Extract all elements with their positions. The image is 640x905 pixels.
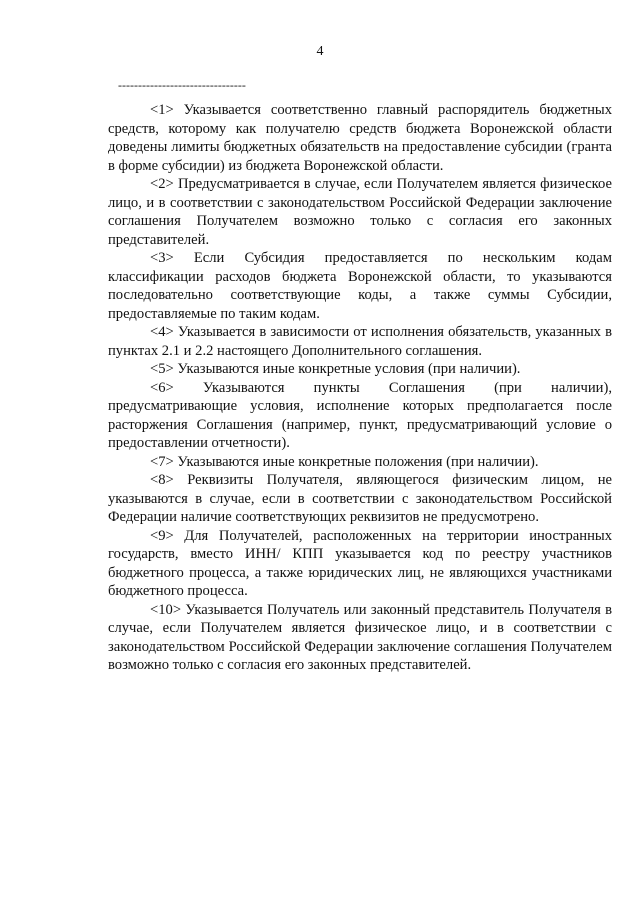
footnote-4: <4> Указывается в зависимости от исполнения обязательств, указанных в пунктах 2.1 и 2.2 настоящего Дополнительного соглашения. bbox=[108, 324, 612, 359]
footnote-7: <7> Указываются иные конкретные положения (при наличии). bbox=[150, 453, 539, 470]
footnotes-list bbox=[108, 101, 612, 675]
footnote-9: <9> Для Получателей, расположенных на территории иностранных государств, вместо ИНН/ КПП указывается код по реестру участников бюджетного процесса, а также юридических лиц, не являющихся участниками бюджетного процесса. bbox=[108, 527, 612, 599]
footnote-10: <10> Указывается Получатель или законный представитель Получателя в случае, если Получателем является физическое лицо, и в соответствии с законодательством Российской Федерации заключение соглашения Получателем возможно только с согласия его законных представителей. bbox=[108, 601, 612, 673]
footnote-3: <3> Если Субсидия предоставляется по нескольким кодам классификации расходов бюджета Воронежской области, то указываются последовательно соответствующие коды, а также суммы Субсидии, предоставляемые по таким кодам. bbox=[108, 250, 612, 322]
footnote-separator: -------------------------------- bbox=[118, 78, 246, 92]
footnote-1: <1> Указывается соответственно главный распорядитель бюджетных средств, которому как получателю средств бюджета Воронежской области доведены лимиты бюджетных обязательств на предоставление субсидии (гранта в форме субсидии) из бюджета Воронежской области. bbox=[108, 102, 612, 174]
footnote-6: <6> Указываются пункты Соглашения (при наличии), предусматривающие условия, исполнение которых предполагается после расторжения Соглашения (например, пункт, предусматривающий условие о предоставлении отчетности). bbox=[108, 379, 612, 451]
footnote-8: <8> Реквизиты Получателя, являющегося физическим лицом, не указываются в случае, если в соответствии с законодательством Российской Федерации наличие соответствующих реквизитов не предусмотрено. bbox=[108, 472, 612, 525]
footnote-5: <5> Указываются иные конкретные условия (при наличии). bbox=[150, 361, 521, 377]
footnote-2: <2> Предусматривается в случае, если Получателем является физическое лицо, и в соответствии с законодательством Российской Федерации заключение соглашения Получателем возможно только с согласия его законных представителей. bbox=[108, 176, 612, 248]
page-number: 4 bbox=[316, 44, 324, 59]
